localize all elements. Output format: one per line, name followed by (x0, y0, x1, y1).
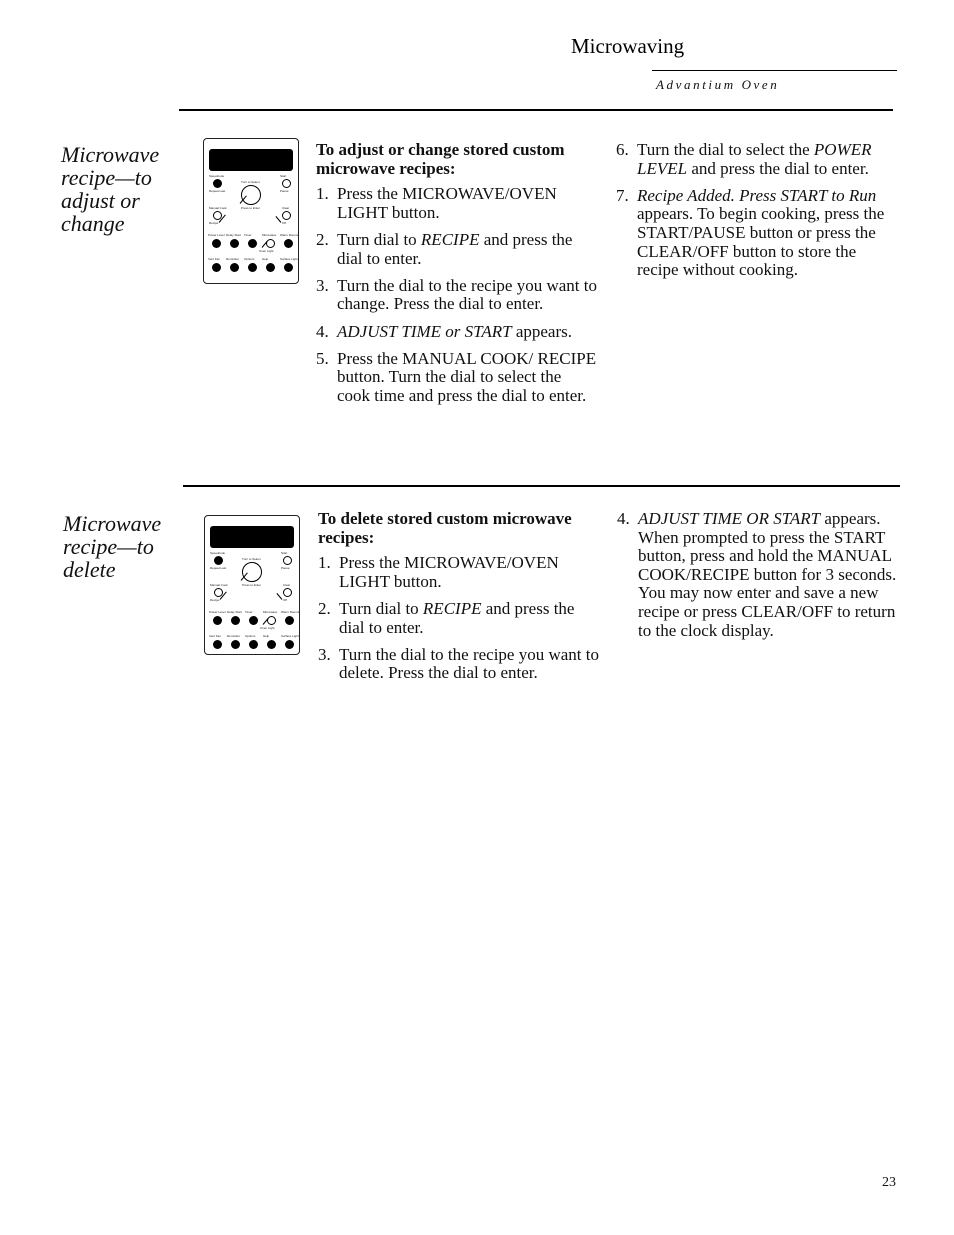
step-number: 6. (616, 140, 629, 159)
panel-label: Power Level (209, 610, 226, 614)
panel-button-row3 (267, 616, 276, 625)
panel-button-row4 (230, 263, 239, 272)
panel-label: Off (282, 221, 286, 225)
panel-label: Pause (280, 189, 289, 193)
step-text: Recipe Added. Press START to Run appears. To begin cooking, press the START/PAUSE button or press the CLEAR/OFF button to store the recipe without cooking. (637, 185, 885, 280)
step-number: 1. (316, 184, 329, 204)
step-text: Press the MICROWAVE/OVEN LIGHT button. (337, 184, 557, 222)
step-number: 1. (318, 553, 331, 573)
step-text: ADJUST TIME OR START appears. When prompted to press the START button, press and hold the MANUAL COOK/RECIPE button for 3 seconds. You may now enter and save a new recipe or press CLEAR/OFF to return to the clock display. (638, 509, 897, 640)
panel-label: Turn to Select (242, 557, 261, 561)
step-number: 4. (316, 321, 329, 341)
step-text: Turn dial to RECIPE and press the dial to enter. (339, 598, 575, 637)
start-button (283, 556, 292, 565)
step-text: Press the MICROWAVE/OVEN LIGHT button. (339, 553, 559, 591)
step-text: Turn the dial to the recipe you want to delete. Press the dial to enter. (339, 644, 599, 683)
panel-label: Warm Rooms (281, 610, 300, 614)
step-item (617, 510, 901, 640)
section-heading-adjust: Microwave recipe—to adjust or change (61, 142, 160, 236)
panel-label: Clear (283, 583, 291, 587)
panel-label: Timer (245, 610, 253, 614)
panel-label: Reminder (226, 257, 240, 261)
step-list (617, 510, 901, 640)
panel-button-row3 (231, 616, 240, 625)
step-number: 3. (318, 644, 331, 664)
panel-button-row4 (267, 640, 276, 649)
step-text: Turn the dial to select the POWER LEVEL and press the dial to enter. (637, 140, 872, 178)
step-number: 3. (316, 275, 329, 295)
panel-button-row3 (230, 239, 239, 248)
panel-label: Reminder (227, 634, 241, 638)
section-delete-steps-col1 (318, 510, 600, 692)
panel-label: Surface Light (280, 257, 298, 261)
panel-label: Help (263, 634, 270, 638)
panel-label: Repeat Last (210, 566, 227, 570)
clear-button (282, 211, 291, 220)
panel-button-row3 (213, 616, 222, 625)
speedcook-button (213, 179, 222, 188)
panel-label: Recipe (209, 221, 219, 225)
panel-button-row4 (284, 263, 293, 272)
step-text: Turn the dial to the recipe you want to change. Press the dial to enter. (337, 275, 597, 314)
panel-button-row3 (249, 616, 258, 625)
panel-label: Recipe (210, 598, 220, 602)
panel-label: Microwave (262, 233, 277, 237)
panel-label: Vent Fan (208, 257, 221, 261)
section-lead: To delete stored custom microwave recipes: (318, 509, 572, 547)
clear-button (283, 588, 292, 597)
page-title: Microwaving (571, 34, 685, 58)
panel-button-row3 (266, 239, 275, 248)
panel-button-row3 (285, 616, 294, 625)
panel-button-row3 (248, 239, 257, 248)
step-list (616, 141, 900, 280)
panel-label: Manual Cook (210, 583, 228, 587)
section-divider-top (179, 109, 893, 111)
panel-button-row4 (249, 640, 258, 649)
panel-button-row3 (212, 239, 221, 248)
page-number: 23 (882, 1175, 896, 1190)
section-adjust-steps-col1 (316, 141, 598, 414)
panel-label: Press to Enter (242, 583, 262, 587)
panel-label: Warm Rooms (280, 233, 299, 237)
step-number: 5. (316, 348, 329, 368)
section-heading-delete: Microwave recipe—to delete (63, 511, 162, 582)
panel-label: Speedcook (209, 174, 225, 178)
speedcook-button (214, 556, 223, 565)
step-item (318, 600, 600, 637)
section-adjust-steps-col2 (616, 141, 900, 288)
panel-label: Help (262, 257, 269, 261)
header-divider (652, 70, 897, 71)
selector-dial-icon (241, 185, 261, 205)
panel-label: Options (245, 634, 256, 638)
step-item (316, 350, 598, 406)
panel-button-row4 (213, 640, 222, 649)
panel-button-row4 (248, 263, 257, 272)
panel-label: Vent Fan (209, 634, 222, 638)
panel-label: Oven Light (259, 249, 274, 253)
panel-display (209, 149, 293, 171)
panel-label: Timer (244, 233, 252, 237)
panel-button-row4 (231, 640, 240, 649)
panel-label: Power Level (208, 233, 225, 237)
section-divider-middle (183, 485, 900, 487)
panel-label: Oven Light (260, 626, 275, 630)
panel-label: Options (244, 257, 255, 261)
panel-button-row4 (285, 640, 294, 649)
step-number: 7. (616, 185, 629, 205)
step-text: Turn dial to RECIPE and press the dial to enter. (337, 229, 573, 268)
panel-button-row3 (284, 239, 293, 248)
step-number: 2. (318, 598, 331, 618)
panel-label: Start (280, 174, 287, 178)
step-list (318, 554, 600, 683)
panel-label: Clear (282, 206, 290, 210)
step-item (316, 185, 598, 222)
step-item (316, 323, 598, 342)
panel-label: Delay Start (226, 233, 241, 237)
step-number: 2. (316, 229, 329, 249)
panel-label: Delay Start (227, 610, 242, 614)
step-item (616, 187, 900, 280)
step-list (316, 185, 598, 405)
panel-button-row4 (266, 263, 275, 272)
pointer-arrow (275, 216, 281, 223)
step-item (316, 277, 598, 314)
panel-label: Surface Light (281, 634, 299, 638)
selector-dial-icon (242, 562, 262, 582)
step-item (316, 231, 598, 268)
start-button (282, 179, 291, 188)
panel-label: Off (283, 598, 287, 602)
panel-label: Start (281, 551, 288, 555)
panel-label: Manual Cook (209, 206, 227, 210)
panel-label: Press to Enter (241, 206, 261, 210)
step-item (318, 646, 600, 683)
section-lead: To adjust or change stored custom microwave recipes: (316, 140, 565, 178)
section-delete-steps-col2 (617, 510, 901, 649)
step-text: Press the MANUAL COOK/ RECIPE button. Turn the dial to select the cook time and press the dial to enter. (337, 348, 597, 405)
panel-label: Repeat Last (209, 189, 226, 193)
panel-label: Turn to Select (241, 180, 260, 184)
step-text: ADJUST TIME or START appears. (337, 321, 572, 341)
panel-label: Pause (281, 566, 290, 570)
step-number: 4. (617, 509, 630, 528)
panel-button-row4 (212, 263, 221, 272)
panel-display (210, 526, 294, 548)
page-subtitle: Advantium Oven (656, 77, 780, 92)
pointer-arrow (276, 593, 282, 600)
panel-label: Microwave (263, 610, 278, 614)
panel-label: Speedcook (210, 551, 226, 555)
step-item (318, 554, 600, 591)
step-item (616, 141, 900, 178)
